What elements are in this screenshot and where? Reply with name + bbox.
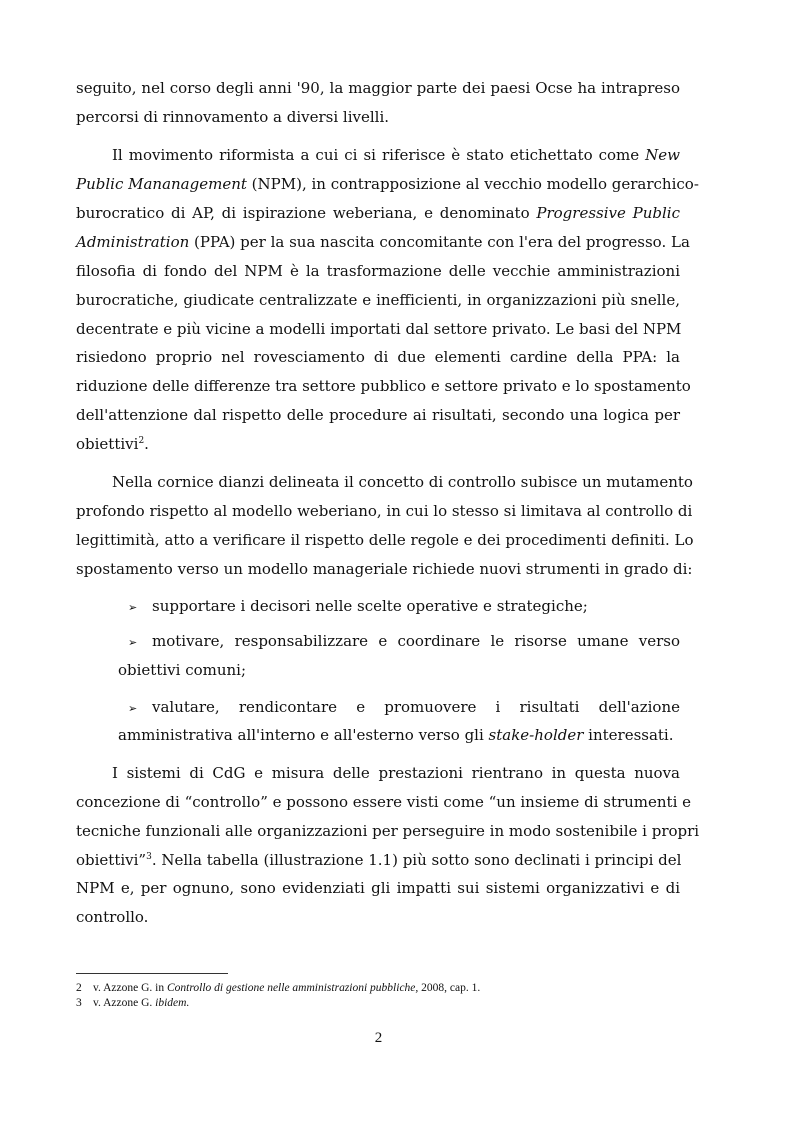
arrow-bullet-icon: ➢ (128, 636, 138, 649)
list-item-continuation: obiettivi comuni; (118, 661, 247, 679)
paragraph-line: profondo rispetto al modello weberiano, in cui lo stesso si limitava al controllo di (76, 502, 693, 520)
paragraph-line: Nella cornice dianzi delineata il concetto di controllo subisce un mutamento (112, 473, 693, 491)
paragraph-line: riduzione delle differenze tra settore pubblico e settore privato e lo spostamento (76, 377, 691, 395)
paragraph-line: Administration (PPA) per la sua nascita concomitante con l'era del progresso. La (76, 233, 690, 251)
paragraph-line: percorsi di rinnovamento a diversi livelli. (76, 108, 390, 126)
paragraph-line: risiedono proprio nel rovesciamento di due elementi cardine della PPA: la (76, 348, 680, 366)
footnote-divider (76, 973, 228, 974)
footnote: 3 v. Azzone G. ibidem. (76, 997, 190, 1009)
arrow-bullet-icon: ➢ (128, 601, 138, 614)
footnote-ref: 2 (138, 436, 145, 446)
paragraph-line: spostamento verso un modello manageriale richiede nuovi strumenti in grado di: (76, 560, 693, 578)
paragraph-line: dell'attenzione dal rispetto delle procedure ai risultati, secondo una logica per (76, 406, 680, 424)
paragraph-line: tecniche funzionali alle organizzazioni per perseguire in modo sostenibile i propri (76, 822, 700, 840)
paragraph-line: Il movimento riformista a cui ci si riferisce è stato etichettato come New (112, 146, 680, 164)
page-number: 2 (374, 1030, 383, 1046)
paragraph-line: concezione di “controllo” e possono essere visti come “un insieme di strumenti e (76, 793, 692, 811)
list-item: ➢ supportare i decisori nelle scelte operative e strategiche; (128, 596, 680, 618)
paragraph-line: legittimità, atto a verificare il rispetto delle regole e dei procedimenti definiti. Lo (76, 531, 694, 549)
footnote: 2 v. Azzone G. in Controllo di gestione nelle amministrazioni pubbliche, 2008, cap. 1. (76, 982, 481, 994)
list-item-continuation: amministrativa all'interno e all'esterno verso gli stake-holder interessati. (118, 726, 674, 744)
paragraph-line: filosofia di fondo del NPM è la trasformazione delle vecchie amministrazioni (76, 262, 680, 280)
list-item: ➢ valutare, rendicontare e promuovere i risultati dell'azione (128, 697, 680, 719)
paragraph-line: burocratico di AP, di ispirazione weberiana, e denominato Progressive Public (76, 204, 680, 222)
paragraph-line: controllo. (76, 908, 149, 926)
arrow-bullet-icon: ➢ (128, 702, 138, 715)
paragraph-line: I sistemi di CdG e misura delle prestazioni rientrano in questa nuova (112, 764, 680, 782)
paragraph-line: burocratiche, giudicate centralizzate e inefficienti, in organizzazioni più snelle, (76, 291, 680, 309)
list-item: ➢ motivare, responsabilizzare e coordinare le risorse umane verso (128, 631, 680, 653)
paragraph-line: decentrate e più vicine a modelli importati dal settore privato. Le basi del NPM (76, 320, 682, 338)
footnote-ref: 3 (146, 852, 152, 862)
paragraph-line: Public Mananagement (NPM), in contrapposizione al vecchio modello gerarchico- (76, 175, 699, 193)
paragraph-line: seguito, nel corso degli anni '90, la maggior parte dei paesi Ocse ha intrapreso (76, 79, 680, 97)
paragraph-line: obiettivi$^2$. (76, 435, 149, 453)
paragraph-line: obiettivi”$^3$. Nella tabella (illustrazione 1.1) più sotto sono declinati i principi del (76, 851, 682, 869)
paragraph-line: NPM e, per ognuno, sono evidenziati gli impatti sui sistemi organizzativi e di (76, 879, 680, 897)
